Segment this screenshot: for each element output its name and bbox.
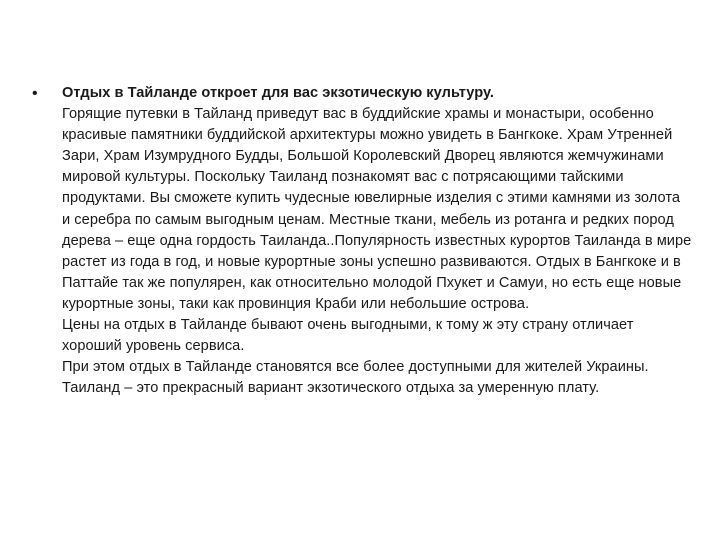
bullet-item <box>32 83 692 399</box>
heading: Отдых в Тайланде откроет для вас экзотическую культуру. <box>62 85 494 101</box>
paragraph-prices: Цены на отдых в Тайланде бывают очень выгодными, к тому ж эту страну отличает хороший уровень сервиса. <box>62 317 634 355</box>
paragraph-main: Горящие путевки в Тайланд приведут вас в буддийские храмы и монастыри, особенно красивые памятники буддийской архитектуры можно увидеть в Бангкоке. Храм Утренней Зари, Храм Изумрудного Будды, Большой Королевский Дворец являются жемчужинами мировой культуры. Поскольку Таиланд познакомят вас с потрясающими тайскими продуктами. Вы сможете купить чудесные ювелирные изделия с этими камнями из золота и серебра по самым выгодным ценам. Местные ткани, мебель из ротанга и редких пород дерева – еще одна гордость Таиланда..Популярность известных курортов Таиланда в мире растет из года в год, и новые курортные зоны успешно развиваются. Отдых в Бангкоке и в Паттайе так же популярен, как относительно молодой Пхукет и Самуи, но есть еще новые курортные зоны, таки как провинция Краби или небольшие острова. <box>62 106 692 312</box>
bullet-text <box>62 83 692 399</box>
bullet-icon: • <box>32 85 38 102</box>
paragraph-affordability: При этом отдых в Тайланде становятся все более доступными для жителей Украины. Таиланд – это прекрасный вариант экзотического отдыха за умеренную плату. <box>62 359 649 397</box>
